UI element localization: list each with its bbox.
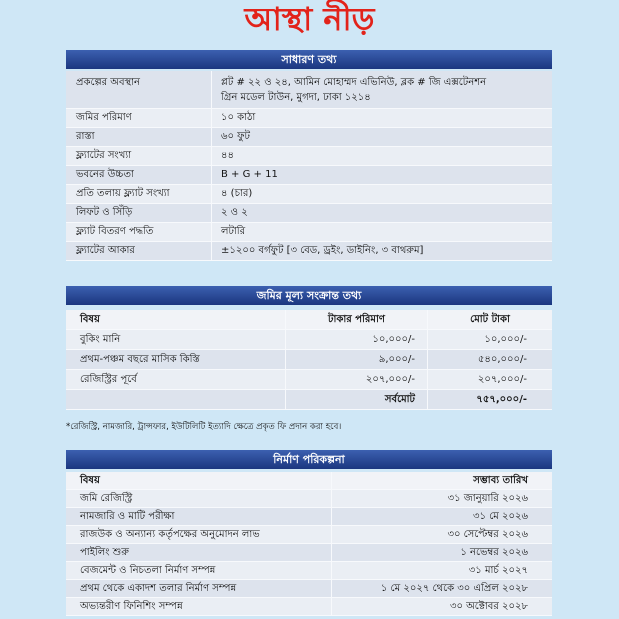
general-row-label: প্রকল্পের অবস্থান: [66, 71, 212, 109]
general-row-value: [212, 204, 552, 223]
project-title: আস্থা নীড়: [244, 0, 375, 38]
land-price-table: [66, 310, 552, 410]
general-row-label: ফ্ল্যাট বিতরণ পদ্ধতি: [66, 223, 212, 242]
general-row: [66, 223, 552, 242]
general-row-value-line: ১০ কাঠা: [221, 112, 256, 123]
general-row-value: [212, 71, 552, 109]
general-row-label: লিফট ও সিঁড়ি: [66, 204, 212, 223]
land-price-row: [66, 350, 552, 370]
price-footnote: *রেজিস্ট্রি, নামজারি, ট্রান্সফার, ইউটিলিটি ইত্যাদি ক্ষেত্রে প্রকৃত ফি প্রদান করা হবে।: [66, 422, 342, 432]
general-info-body: [66, 71, 552, 261]
construction-item: বেজমেন্ট ও নিচতলা নির্মাণ সম্পন্ন: [66, 562, 332, 580]
header-amount: টাকার পরিমাণ: [286, 310, 428, 330]
land-price-amount: ১০,০০০/-: [286, 330, 428, 350]
grand-total-row: [66, 390, 552, 410]
land-price-header-row: [66, 310, 552, 330]
general-row-value-line: লটারি: [221, 226, 246, 237]
general-row-value: [212, 166, 552, 185]
land-price-amount: ২০৭,০০০/-: [286, 370, 428, 390]
construction-date: ৩১ জানুয়ারি ২০২৬: [332, 490, 552, 508]
land-price-total: ৫৪০,০০০/-: [428, 350, 552, 370]
general-info-heading: সাধারণ তথ্য: [66, 50, 552, 69]
construction-item: রাজউক ও অন্যান্য কর্তৃপক্ষের অনুমোদন লাভ: [66, 526, 332, 544]
general-row: [66, 185, 552, 204]
land-price-total: ২০৭,০০০/-: [428, 370, 552, 390]
general-row-value-line: B + G + 11: [221, 169, 278, 180]
land-price-amount: ৯,০০০/-: [286, 350, 428, 370]
general-row: [66, 147, 552, 166]
general-row: [66, 71, 552, 109]
header-item: বিষয়: [66, 310, 286, 330]
general-row-label: ফ্ল্যাটের আকার: [66, 242, 212, 261]
general-row-label: রাস্তা: [66, 128, 212, 147]
land-price-item: প্রথম-পঞ্চম বছরে মাসিক কিস্তি: [66, 350, 286, 370]
construction-row: [66, 580, 552, 598]
general-row-value: [212, 147, 552, 166]
construction-row: [66, 544, 552, 562]
construction-plan-heading: নির্মাণ পরিকল্পনা: [66, 450, 552, 469]
construction-date: ৩১ মার্চ ২০২৭: [332, 562, 552, 580]
construction-item: অভ্যন্তরীণ ফিনিশিং সম্পন্ন: [66, 598, 332, 616]
general-row-label: ভবনের উচ্চতা: [66, 166, 212, 185]
construction-row: [66, 526, 552, 544]
construction-date: ৩০ সেপ্টেম্বর ২০২৬: [332, 526, 552, 544]
land-price-row: [66, 330, 552, 350]
construction-item: জমি রেজিস্ট্রি: [66, 490, 332, 508]
general-row-value-line: ±১২০০ বর্গফুট [৩ বেড, ড্রইং, ডাইনিং, ৩ বাথরুম]: [221, 245, 424, 256]
header-date: সম্ভাব্য তারিখ: [332, 472, 552, 490]
land-price-body: [66, 310, 552, 410]
general-row-value-line: ৪৪: [221, 150, 234, 161]
general-row: [66, 128, 552, 147]
general-info-table: [66, 71, 552, 261]
general-row-value: [212, 185, 552, 204]
general-row-value-line: ৪ (চার): [221, 188, 253, 199]
land-price-heading: জমির মূল্য সংক্রান্ত তথ্য: [66, 286, 552, 305]
general-row-value-line: প্লট # ২২ ও ২৪, আমিন মোহাম্মদ এভিনিউ, ব্লক # জি এক্সটেনশন: [221, 77, 487, 88]
construction-row: [66, 508, 552, 526]
general-row-value-line: গ্রিন মডেল টাউন, মুগদা, ঢাকা ১২১৪: [221, 92, 371, 103]
general-row: [66, 204, 552, 223]
general-row: [66, 242, 552, 261]
construction-date: ৩১ মে ২০২৬: [332, 508, 552, 526]
general-row-label: প্রতি তলায় ফ্ল্যাট সংখ্যা: [66, 185, 212, 204]
land-price-item: রেজিস্ট্রির পূর্বে: [66, 370, 286, 390]
general-row-label: জমির পরিমাণ: [66, 109, 212, 128]
grand-total-value: ৭৫৭,০০০/-: [428, 390, 552, 410]
construction-item: পাইলিং শুরু: [66, 544, 332, 562]
construction-item: নামজারি ও মাটি পরীক্ষা: [66, 508, 332, 526]
header-item: বিষয়: [66, 472, 332, 490]
construction-date: ১ নভেম্বর ২০২৬: [332, 544, 552, 562]
general-row-value: [212, 242, 552, 261]
land-price-row: [66, 370, 552, 390]
grand-total-empty-cell: [66, 390, 286, 410]
land-price-total: ১০,০০০/-: [428, 330, 552, 350]
general-row: [66, 109, 552, 128]
construction-row: [66, 598, 552, 616]
construction-plan-table: [66, 472, 552, 616]
land-price-item: বুকিং মানি: [66, 330, 286, 350]
grand-total-label: সর্বমোট: [286, 390, 428, 410]
general-row-value: [212, 223, 552, 242]
general-row-value: [212, 128, 552, 147]
construction-plan-body: [66, 472, 552, 616]
general-row-label: ফ্ল্যাটের সংখ্যা: [66, 147, 212, 166]
general-row: [66, 166, 552, 185]
header-total: মোট টাকা: [428, 310, 552, 330]
general-row-value: [212, 109, 552, 128]
construction-item: প্রথম থেকে একাদশ তলার নির্মাণ সম্পন্ন: [66, 580, 332, 598]
general-row-value-line: ২ ও ২: [221, 207, 248, 218]
construction-header-row: [66, 472, 552, 490]
general-row-value-line: ৬০ ফুট: [221, 131, 250, 142]
construction-row: [66, 562, 552, 580]
construction-date: ৩০ অক্টোবর ২০২৮: [332, 598, 552, 616]
construction-date: ১ মে ২০২৭ থেকে ৩০ এপ্রিল ২০২৮: [332, 580, 552, 598]
construction-row: [66, 490, 552, 508]
